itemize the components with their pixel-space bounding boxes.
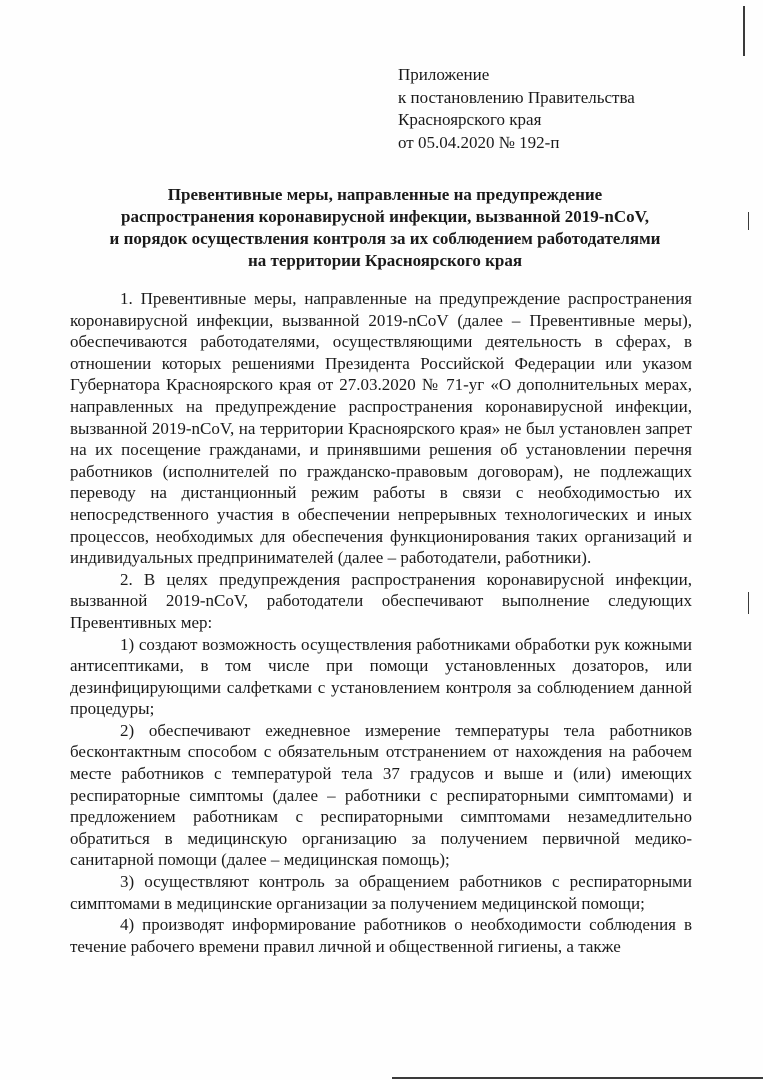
annex-line: к постановлению Правительства: [398, 87, 635, 107]
annex-line: Приложение: [398, 65, 490, 84]
annex-header: [398, 64, 635, 154]
document-title: [70, 184, 700, 272]
title-line: и порядок осуществления контроля за их соблюдением работодателями: [109, 229, 661, 248]
scan-edge-mark-mid: [748, 212, 749, 230]
scan-edge-mark-bottom: [392, 1077, 763, 1079]
annex-line: от 05.04.2020 № 192-п: [398, 132, 560, 152]
title-line: Превентивные меры, направленные на предупреждение: [167, 185, 603, 204]
title-line: на территории Красноярского края: [247, 251, 523, 270]
subitem-4: 4) производят информирование работников о необходимости соблюдения в течение рабочего времени правил личной и общественной гигиены, а также: [70, 915, 692, 956]
subitem-3: 3) осуществляют контроль за обращением работников с респираторными симптомами в медицинские организации за получением медицинской помощи;: [70, 872, 692, 913]
subitem-1: 1) создают возможность осуществления работниками обработки рук кожными антисептиками, в том числе при помощи установленных дозаторов, или дезинфицирующими салфетками с установлением контроля за соблюдением данной процедуры;: [70, 634, 692, 719]
title-line: распространения коронавирусной инфекции, вызванной 2019-nCoV,: [121, 207, 649, 226]
document-body: [70, 288, 692, 957]
subitem-2: 2) обеспечивают ежедневное измерение температуры тела работников бесконтактным способом с обязательным отстранением от нахождения на рабочем месте работников с температурой тела 37 градусов и выше и (или) имеющих респираторные симптомы (далее – работники с респираторными симптомами) и предложением работникам с респираторными симптомами незамедлительно обратиться в медицинскую организацию за получением первичной медико-санитарной помощи (далее – медицинская помощь);: [70, 720, 692, 870]
paragraph-1: 1. Превентивные меры, направленные на предупреждение распространения коронавирусной инфекции, вызванной 2019-nCoV (далее – Превентивные меры), обеспечиваются работодателями, осуществляющими деятельность в сферах, в отношении которых решениями Президента Российской Федерации или указом Губернатора Красноярского края от 27.03.2020 № 71-уг «О дополнительных мерах, направленных на предупреждение распространения коронавирусной инфекции, вызванной 2019-nCoV, на территории Красноярского края» не был установлен запрет на их посещение гражданами, и принявшими решения об установлении перечня работников (исполнителей по гражданско-правовым договорам), не подлежащих переводу на дистанционный режим работы в связи с необходимостью их непосредственного участия в обеспечении непрерывных технологических и иных процессов, необходимых для обеспечения функционирования таких организаций и индивидуальных предпринимателей (далее – работодатели, работники).: [70, 289, 692, 568]
paragraph-2: 2. В целях предупреждения распространения коронавирусной инфекции, вызванной 2019-nCoV, работодатели обеспечивают выполнение следующих Превентивных мер:: [70, 569, 692, 632]
scan-edge-mark-lower: [748, 592, 749, 614]
scan-edge-mark-top: [743, 6, 745, 56]
annex-line: Красноярского края: [398, 110, 542, 129]
